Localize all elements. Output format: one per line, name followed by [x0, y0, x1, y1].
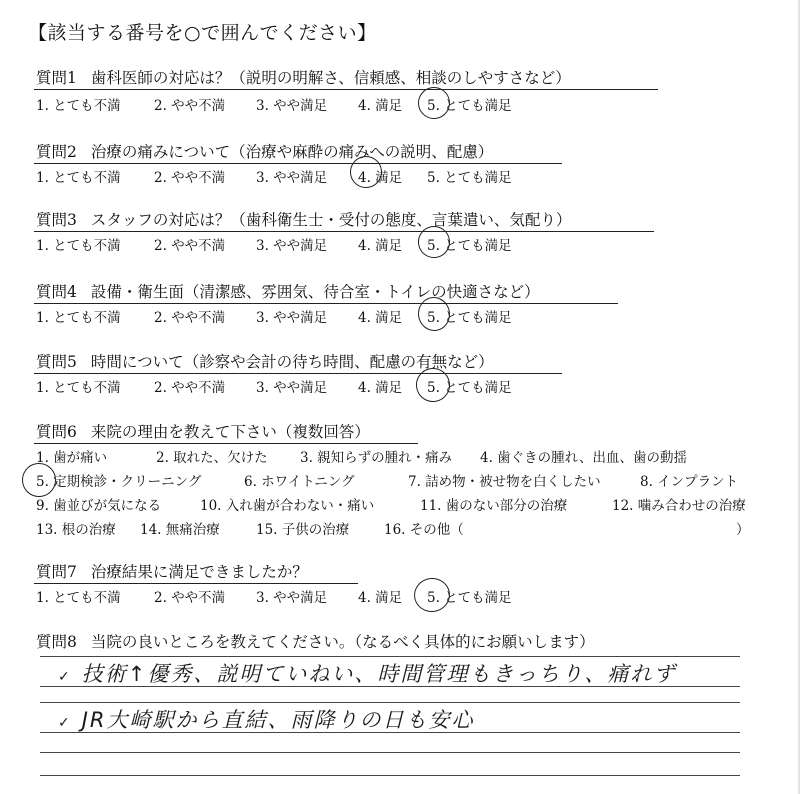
question-3-underline	[34, 231, 654, 232]
option-3[interactable]: 3. やや満足	[256, 380, 328, 396]
option-5[interactable]: 5. とても満足	[427, 590, 512, 606]
question-7-underline	[34, 583, 358, 584]
option-3[interactable]: 3. やや満足	[256, 238, 328, 254]
question-1-number: 質問1	[36, 69, 77, 87]
handwritten-answer-2	[58, 704, 475, 734]
option-5[interactable]: 5. とても満足	[427, 238, 512, 254]
instruction-heading: 【該当する番号を○で囲んでください】	[28, 22, 377, 44]
question-6-title	[36, 420, 370, 442]
tick-mark: ✓	[58, 669, 72, 685]
question-2-number: 質問2	[36, 143, 77, 161]
question-6-underline	[34, 443, 418, 444]
reason-2[interactable]: 2. 取れた、欠けた	[156, 450, 268, 466]
reason-7[interactable]: 7. 詰め物・被せ物を白くしたい	[408, 474, 601, 490]
option-2[interactable]: 2. やや不満	[154, 380, 226, 396]
reason-9[interactable]: 9. 歯並びが気になる	[36, 498, 162, 514]
question-1-text: 歯科医師の対応は？（説明の明解さ、信頼感、相談のしやすさなど）	[90, 69, 571, 87]
option-3[interactable]: 3. やや満足	[256, 310, 328, 326]
option-3[interactable]: 3. やや満足	[256, 590, 328, 606]
option-5[interactable]: 5. とても満足	[427, 380, 512, 396]
question-4-title	[36, 280, 540, 302]
reason-15[interactable]: 15. 子供の治療	[256, 522, 350, 538]
question-1-title	[36, 66, 571, 88]
question-4-underline	[34, 303, 618, 304]
answer-2-text: JR大崎駅から直結、雨降りの日も安心	[81, 708, 475, 732]
option-4[interactable]: 4. 満足	[358, 238, 403, 254]
question-8-text: 当院の良いところを教えてください。（なるべく具体的にお願いします）	[90, 633, 595, 651]
answer-line-2-top	[40, 702, 740, 703]
reason-6[interactable]: 6. ホワイトニング	[244, 474, 355, 490]
option-1[interactable]: 1. とても不満	[36, 380, 121, 396]
option-5[interactable]: 5. とても満足	[427, 98, 512, 114]
option-3[interactable]: 3. やや満足	[256, 98, 328, 114]
question-3-title	[36, 208, 571, 230]
option-2[interactable]: 2. やや不満	[154, 238, 226, 254]
question-7-title	[36, 560, 308, 582]
option-1[interactable]: 1. とても不満	[36, 590, 121, 606]
handwritten-answer-1	[58, 658, 676, 688]
option-2[interactable]: 2. やや不満	[154, 310, 226, 326]
reason-10[interactable]: 10. 入れ歯が合わない・痛い	[200, 498, 375, 514]
reason-12[interactable]: 12. 噛み合わせの治療	[612, 498, 746, 514]
reason-3[interactable]: 3. 親知らずの腫れ・痛み	[300, 450, 453, 466]
reason-8[interactable]: 8. インプラント	[640, 474, 739, 490]
answer-line-2	[40, 732, 740, 733]
option-1[interactable]: 1. とても不満	[36, 310, 121, 326]
question-7-text: 治療結果に満足できましたか？	[90, 563, 308, 581]
question-3-text: スタッフの対応は？（歯科衛生士・受付の態度、言葉遣い、気配り）	[90, 211, 572, 229]
option-1[interactable]: 1. とても不満	[36, 238, 121, 254]
option-4[interactable]: 4. 満足	[358, 170, 403, 186]
question-7-number: 質問7	[36, 563, 77, 581]
question-2-title	[36, 140, 493, 162]
selection-circle-q7	[412, 576, 452, 615]
question-4-number: 質問4	[36, 283, 77, 301]
reason-11[interactable]: 11. 歯のない部分の治療	[420, 498, 568, 514]
answer-line-3	[40, 752, 740, 753]
question-4-text: 設備・衛生面（清潔感、雰囲気、待合室・トイレの快適さなど）	[90, 283, 540, 301]
reason-5[interactable]: 5. 定期検診・クリーニング	[36, 474, 202, 490]
question-6-text: 来院の理由を教えて下さい（複数回答）	[90, 423, 370, 441]
reason-4[interactable]: 4. 歯ぐきの腫れ、出血、歯の動揺	[480, 450, 687, 466]
question-1-underline	[34, 89, 658, 90]
question-2-text: 治療の痛みについて（治療や麻酔の痛みへの説明、配慮）	[90, 143, 494, 161]
option-5[interactable]: 5. とても満足	[427, 170, 512, 186]
question-2-underline	[34, 163, 562, 164]
option-2[interactable]: 2. やや不満	[154, 590, 226, 606]
reason-16[interactable]: 16. その他（	[384, 522, 464, 538]
answer-line-4	[40, 775, 740, 776]
option-2[interactable]: 2. やや不満	[154, 98, 226, 114]
question-5-number: 質問5	[36, 353, 77, 371]
reason-13[interactable]: 13. 根の治療	[36, 522, 116, 538]
option-1[interactable]: 1. とても不満	[36, 98, 121, 114]
reason-14[interactable]: 14. 無痛治療	[140, 522, 220, 538]
reason-1[interactable]: 1. 歯が痛い	[36, 450, 108, 466]
selection-circle-q1	[416, 85, 452, 121]
question-3-number: 質問3	[36, 211, 77, 229]
option-1[interactable]: 1. とても不満	[36, 170, 121, 186]
question-5-underline	[34, 373, 562, 374]
reason-16-close-paren: ）	[736, 522, 750, 538]
option-4[interactable]: 4. 満足	[358, 380, 403, 396]
option-4[interactable]: 4. 満足	[358, 310, 403, 326]
option-4[interactable]: 4. 満足	[358, 590, 403, 606]
option-5[interactable]: 5. とても満足	[427, 310, 512, 326]
answer-line-1	[40, 686, 740, 687]
option-4[interactable]: 4. 満足	[358, 98, 403, 114]
tick-mark: ✓	[58, 715, 72, 731]
option-3[interactable]: 3. やや満足	[256, 170, 328, 186]
answer-line-1-top	[40, 656, 740, 657]
question-6-number: 質問6	[36, 423, 77, 441]
answer-1-text: 技術↑優秀、説明ていねい、時間管理もきっちり、痛れず	[81, 662, 677, 686]
option-2[interactable]: 2. やや不満	[154, 170, 226, 186]
question-5-text: 時間について（診察や会計の待ち時間、配慮の有無など）	[90, 353, 494, 371]
question-8-number: 質問8	[36, 633, 77, 651]
question-8-title	[36, 630, 595, 652]
